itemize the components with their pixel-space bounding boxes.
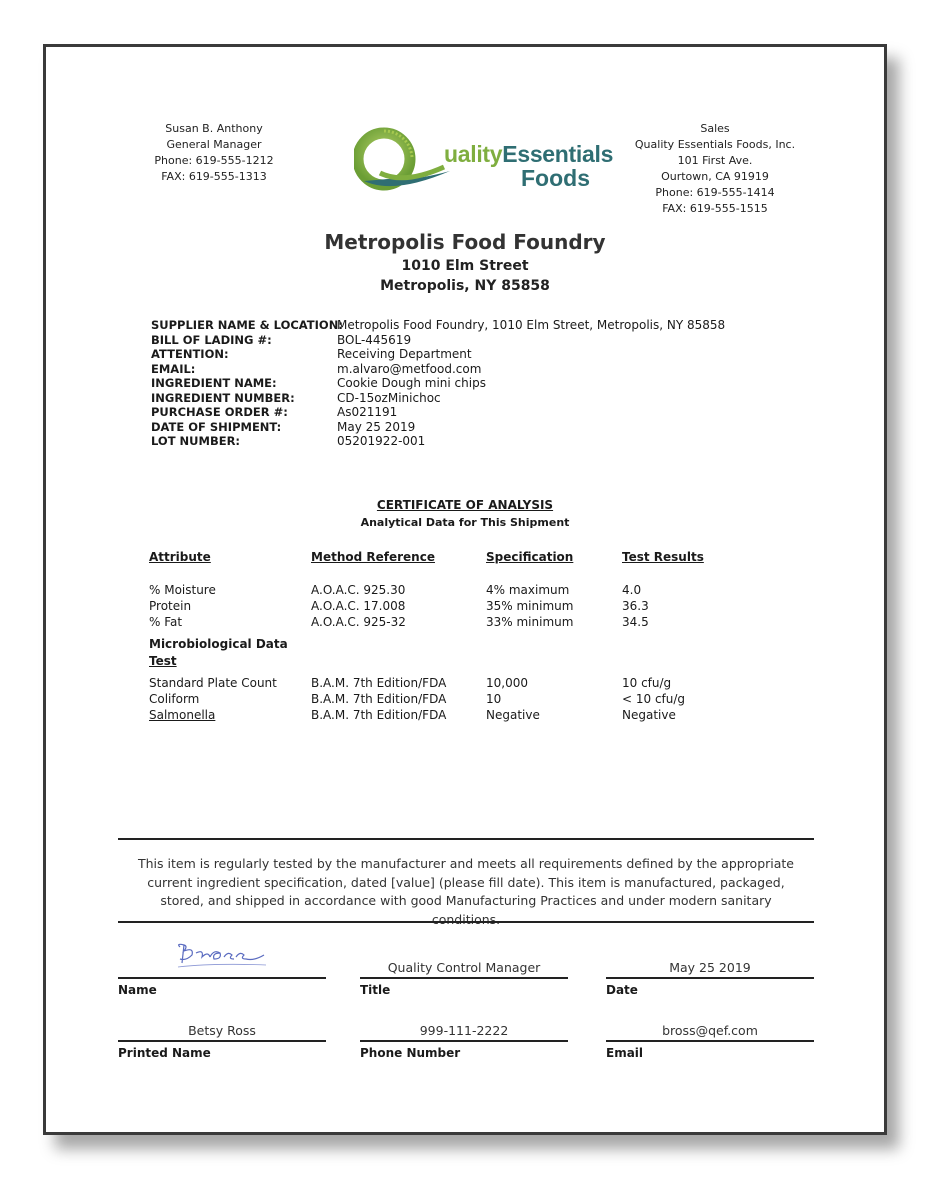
divider: [118, 838, 814, 840]
table-cell: Negative: [486, 708, 540, 722]
contact-line: FAX: 619-555-1313: [161, 170, 267, 183]
shipment-info: [151, 318, 725, 449]
table-cell: Coliform: [149, 692, 200, 706]
name-label: Name: [118, 983, 157, 997]
contact-line: Quality Essentials Foods, Inc.: [634, 138, 796, 151]
printed-name-value: Betsy Ross: [188, 1023, 256, 1038]
handwritten-signature: [174, 939, 270, 973]
table-cell: B.A.M. 7th Edition/FDA: [311, 676, 447, 690]
contact-line: General Manager: [166, 138, 262, 151]
table-cell: 36.3: [622, 599, 649, 613]
contact-line: Susan B. Anthony: [165, 122, 263, 135]
contact-line: Phone: 619-555-1414: [655, 186, 775, 199]
date-value: May 25 2019: [669, 960, 751, 975]
title-label: Title: [360, 983, 391, 997]
title-line: [360, 977, 568, 979]
info-row: LOT NUMBER: 05201922-001: [151, 434, 426, 448]
signature-line: [118, 977, 326, 979]
table-cell: B.A.M. 7th Edition/FDA: [311, 708, 447, 722]
recipient-name: Metropolis Food Foundry: [324, 230, 606, 254]
email-line: [606, 1040, 814, 1042]
table-cell: 34.5: [622, 615, 649, 629]
info-row: ATTENTION: Receiving Department: [151, 347, 472, 361]
table-cell: Protein: [149, 599, 192, 613]
contact-line: FAX: 619-555-1515: [662, 202, 768, 215]
phone-label: Phone Number: [360, 1046, 461, 1060]
logo-wordmark: ualityEssentials: [444, 141, 614, 167]
certificate-page: [43, 44, 887, 1135]
table-cell: 10 cfu/g: [622, 676, 672, 690]
logo-wordmark-foods: Foods: [521, 165, 590, 191]
certificate-subtitle: Analytical Data for This Shipment: [360, 516, 570, 529]
table-cell: A.O.A.C. 925-32: [311, 615, 406, 629]
col-header-specification: Specification: [486, 550, 574, 564]
contact-line: 101 First Ave.: [677, 154, 753, 167]
table-cell: < 10 cfu/g: [622, 692, 686, 706]
info-row: SUPPLIER NAME & LOCATION: Metropolis Food Foundry, 1010 Elm Street, Metropolis, NY 85858: [151, 318, 726, 332]
recipient-street: 1010 Elm Street: [401, 258, 529, 274]
table-cell: A.O.A.C. 17.008: [311, 599, 406, 613]
table-cell: Standard Plate Count: [149, 676, 277, 690]
left-contact-block: [149, 121, 279, 185]
table-cell: 33% minimum: [486, 615, 574, 629]
col-header-results: Test Results: [622, 550, 704, 564]
phone-value: 999-111-2222: [419, 1023, 509, 1038]
micro-heading: Microbiological Data: [149, 637, 288, 651]
table-cell: Salmonella: [149, 708, 216, 722]
table-cell: 35% minimum: [486, 599, 574, 613]
col-header-attribute: Attribute: [149, 550, 211, 564]
info-row: PURCHASE ORDER #: As021191: [151, 405, 398, 419]
info-row: BILL OF LADING #: BOL-445619: [151, 332, 412, 347]
title-value: Quality Control Manager: [387, 960, 541, 975]
company-logo: [354, 121, 614, 191]
certificate-title: CERTIFICATE OF ANALYSIS: [376, 498, 554, 512]
recipient-city: Metropolis, NY 85858: [380, 278, 550, 294]
contact-line: Sales: [700, 122, 730, 135]
printed-name-line: [118, 1040, 326, 1042]
table-cell: 10,000: [486, 676, 528, 690]
compliance-statement: This item is regularly tested by the manufacturer and meets all requirements defined by the appropriate current ingredient specification, dated [value] (please fill date). This item is manufactured, packaged, stored, and shipped in accordance with good Manufacturing Practices and under modern sanitary conditions.: [138, 856, 794, 927]
contact-line: Phone: 619-555-1212: [154, 154, 274, 167]
email-label: Email: [606, 1046, 644, 1060]
table-cell: 4.0: [622, 583, 642, 597]
table-cell: 10: [486, 692, 502, 706]
table-cell: % Fat: [149, 615, 183, 629]
micro-subheading: Test: [149, 654, 177, 668]
date-line: [606, 977, 814, 979]
email-value: bross@qef.com: [662, 1023, 758, 1038]
divider: [118, 921, 814, 923]
logo-q-mark-icon: [354, 121, 450, 191]
table-cell: A.O.A.C. 925.30: [311, 583, 406, 597]
contact-line: Ourtown, CA 91919: [661, 170, 769, 183]
table-cell: Negative: [622, 708, 676, 722]
info-row: INGREDIENT NAME: Cookie Dough mini chips: [151, 376, 486, 390]
phone-line: [360, 1040, 568, 1042]
right-contact-block: [630, 121, 800, 217]
printed-name-label: Printed Name: [118, 1046, 211, 1060]
info-row: INGREDIENT NUMBER: CD-15ozMinichoc: [151, 390, 441, 405]
info-row: DATE OF SHIPMENT: May 25 2019: [151, 419, 416, 434]
table-cell: % Moisture: [149, 583, 216, 597]
table-cell: B.A.M. 7th Edition/FDA: [311, 692, 447, 706]
table-cell: 4% maximum: [486, 583, 570, 597]
col-header-method: Method Reference: [311, 550, 435, 564]
info-row: EMAIL: m.alvaro@metfood.com: [151, 361, 482, 376]
date-label: Date: [606, 983, 638, 997]
